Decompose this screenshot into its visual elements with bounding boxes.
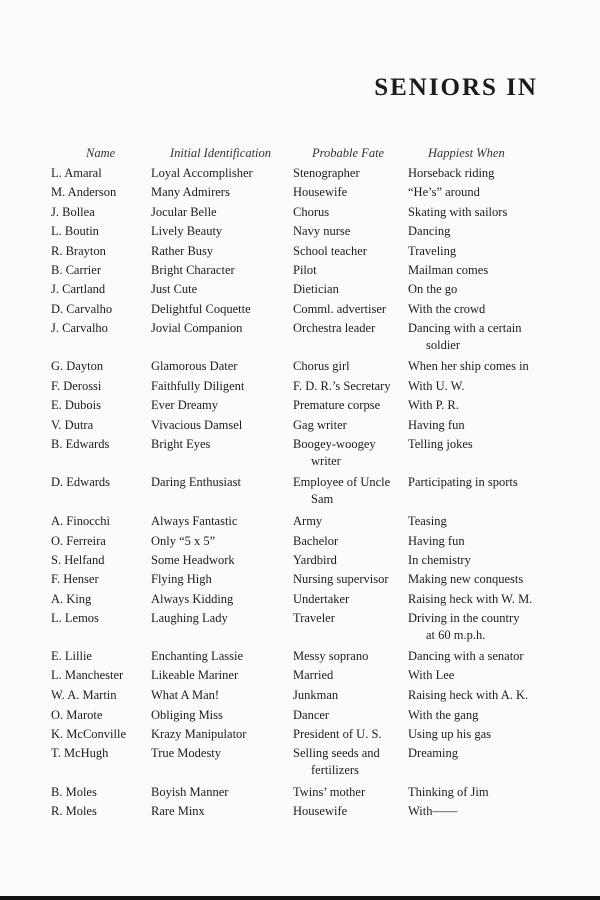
initial-identification: Ever Dreamy [151,398,218,412]
probable-fate: Messy soprano [293,649,369,663]
happiest-when: Dancing with a senator [408,649,524,663]
initial-identification: Some Headwork [151,553,235,567]
initial-identification: Always Fantastic [151,514,238,528]
happiest-when: Dancing with a certain [408,321,522,335]
initial-identification: Obliging Miss [151,708,223,722]
probable-fate: Stenographer [293,166,360,180]
initial-identification: Likeable Mariner [151,668,239,682]
happiest-when: Telling jokes [408,437,473,451]
senior-name: F. Derossi [51,379,102,393]
senior-name: F. Henser [51,572,99,586]
happiest-when: In chemistry [408,553,471,567]
probable-fate: Housewife [293,185,348,199]
happiest-when: Driving in the country [408,611,520,625]
probable-fate: Twins’ mother [293,785,366,799]
happiest-when: Horseback riding [408,166,495,180]
probable-fate: Pilot [293,263,317,277]
initial-identification: Laughing Lady [151,611,228,625]
probable-fate: F. D. R.’s Secretary [293,379,391,393]
happiest-when: Participating in sports [408,475,518,489]
initial-identification: What A Man! [151,688,220,702]
probable-fate: Army [293,514,323,528]
senior-name: K. McConville [51,727,126,741]
senior-name: V. Dutra [51,418,94,432]
initial-identification: True Modesty [151,746,222,760]
probable-fate: Dancer [293,708,330,722]
probable-fate: Junkman [293,688,339,702]
probable-fate: Premature corpse [293,398,381,412]
senior-name: B. Carrier [51,263,101,277]
happiest-when: Skating with sailors [408,205,508,219]
senior-name: J. Bollea [51,205,95,219]
senior-name: B. Edwards [51,437,110,451]
happiest-when: With—— [408,804,458,818]
initial-identification: Flying High [151,572,212,586]
initial-identification: Rather Busy [151,244,214,258]
page-bottom-rule [0,896,600,900]
senior-name: L. Boutin [51,224,99,238]
probable-fate: Yardbird [293,553,337,567]
probable-fate-continued: writer [311,454,341,468]
happiest-when: “He’s” around [408,185,480,199]
header-probable-fate: Probable Fate [312,146,385,160]
happiest-when: Mailman comes [408,263,489,277]
happiest-when-continued: at 60 m.p.h. [426,628,486,642]
senior-name: B. Moles [51,785,97,799]
probable-fate-continued: fertilizers [311,763,359,777]
probable-fate: Traveler [293,611,335,625]
happiest-when: When her ship comes in [408,359,529,373]
initial-identification: Krazy Manipulator [151,727,247,741]
senior-name: J. Cartland [51,282,106,296]
initial-identification: Rare Minx [151,804,205,818]
senior-name: W. A. Martin [51,688,117,702]
senior-name: D. Carvalho [51,302,113,316]
senior-name: O. Marote [51,708,103,722]
senior-name: E. Lillie [51,649,92,663]
initial-identification: Loyal Accomplisher [151,166,253,180]
probable-fate: Chorus [293,205,330,219]
initial-identification: Always Kidding [151,592,234,606]
senior-name: D. Edwards [51,475,111,489]
happiest-when: Raising heck with W. M. [408,592,533,606]
initial-identification: Only “5 x 5” [151,534,216,548]
happiest-when: Thinking of Jim [408,785,489,799]
initial-identification: Jocular Belle [151,205,217,219]
senior-name: L. Amaral [51,166,102,180]
happiest-when: Raising heck with A. K. [408,688,529,702]
happiest-when: Dancing [408,224,451,238]
probable-fate: Employee of Uncle [293,475,391,489]
senior-name: M. Anderson [51,185,117,199]
page-title: SENIORS IN [374,74,538,101]
senior-name: L. Lemos [51,611,99,625]
initial-identification: Daring Enthusiast [151,475,241,489]
probable-fate: Gag writer [293,418,347,432]
initial-identification: Boyish Manner [151,785,229,799]
initial-identification: Lively Beauty [151,224,223,238]
senior-name: A. King [51,592,92,606]
happiest-when: With the crowd [408,302,486,316]
initial-identification: Delightful Coquette [151,302,251,316]
happiest-when: With P. R. [408,398,459,412]
happiest-when: Teasing [408,514,447,528]
probable-fate: Dietician [293,282,339,296]
probable-fate: Orchestra leader [293,321,376,335]
initial-identification: Many Admirers [151,185,230,199]
senior-name: J. Carvalho [51,321,108,335]
probable-fate: Bachelor [293,534,339,548]
probable-fate: Undertaker [293,592,350,606]
header-happiest-when: Happiest When [428,146,505,160]
initial-identification: Bright Character [151,263,235,277]
probable-fate-continued: Sam [311,492,334,506]
senior-name: A. Finocchi [51,514,111,528]
probable-fate: School teacher [293,244,367,258]
senior-name: T. McHugh [51,746,109,760]
probable-fate: Comml. advertiser [293,302,387,316]
initial-identification: Glamorous Dater [151,359,238,373]
happiest-when: Using up his gas [408,727,491,741]
probable-fate: Selling seeds and [293,746,380,760]
senior-name: O. Ferreira [51,534,106,548]
initial-identification: Just Cute [151,282,198,296]
happiest-when: Traveling [408,244,457,258]
initial-identification: Faithfully Diligent [151,379,245,393]
happiest-when: Dreaming [408,746,458,760]
initial-identification: Bright Eyes [151,437,211,451]
initial-identification: Enchanting Lassie [151,649,243,663]
probable-fate: Nursing supervisor [293,572,389,586]
happiest-when: Having fun [408,534,465,548]
probable-fate: President of U. S. [293,727,382,741]
probable-fate: Married [293,668,334,682]
happiest-when: With the gang [408,708,479,722]
senior-name: G. Dayton [51,359,104,373]
probable-fate: Boogey-woogey [293,437,376,451]
probable-fate: Navy nurse [293,224,351,238]
senior-name: S. Helfand [51,553,105,567]
probable-fate: Chorus girl [293,359,350,373]
senior-name: E. Dubois [51,398,101,412]
senior-name: L. Manchester [51,668,124,682]
senior-name: R. Brayton [51,244,106,258]
happiest-when: On the go [408,282,458,296]
happiest-when: Making new conquests [408,572,524,586]
probable-fate: Housewife [293,804,348,818]
senior-name: R. Moles [51,804,97,818]
initial-identification: Jovial Companion [151,321,243,335]
happiest-when: With Lee [408,668,455,682]
header-initial-identification: Initial Identification [170,146,272,160]
happiest-when: Having fun [408,418,465,432]
initial-identification: Vivacious Damsel [151,418,243,432]
happiest-when-continued: soldier [426,338,461,352]
happiest-when: With U. W. [408,379,465,393]
header-name: Name [86,146,116,160]
